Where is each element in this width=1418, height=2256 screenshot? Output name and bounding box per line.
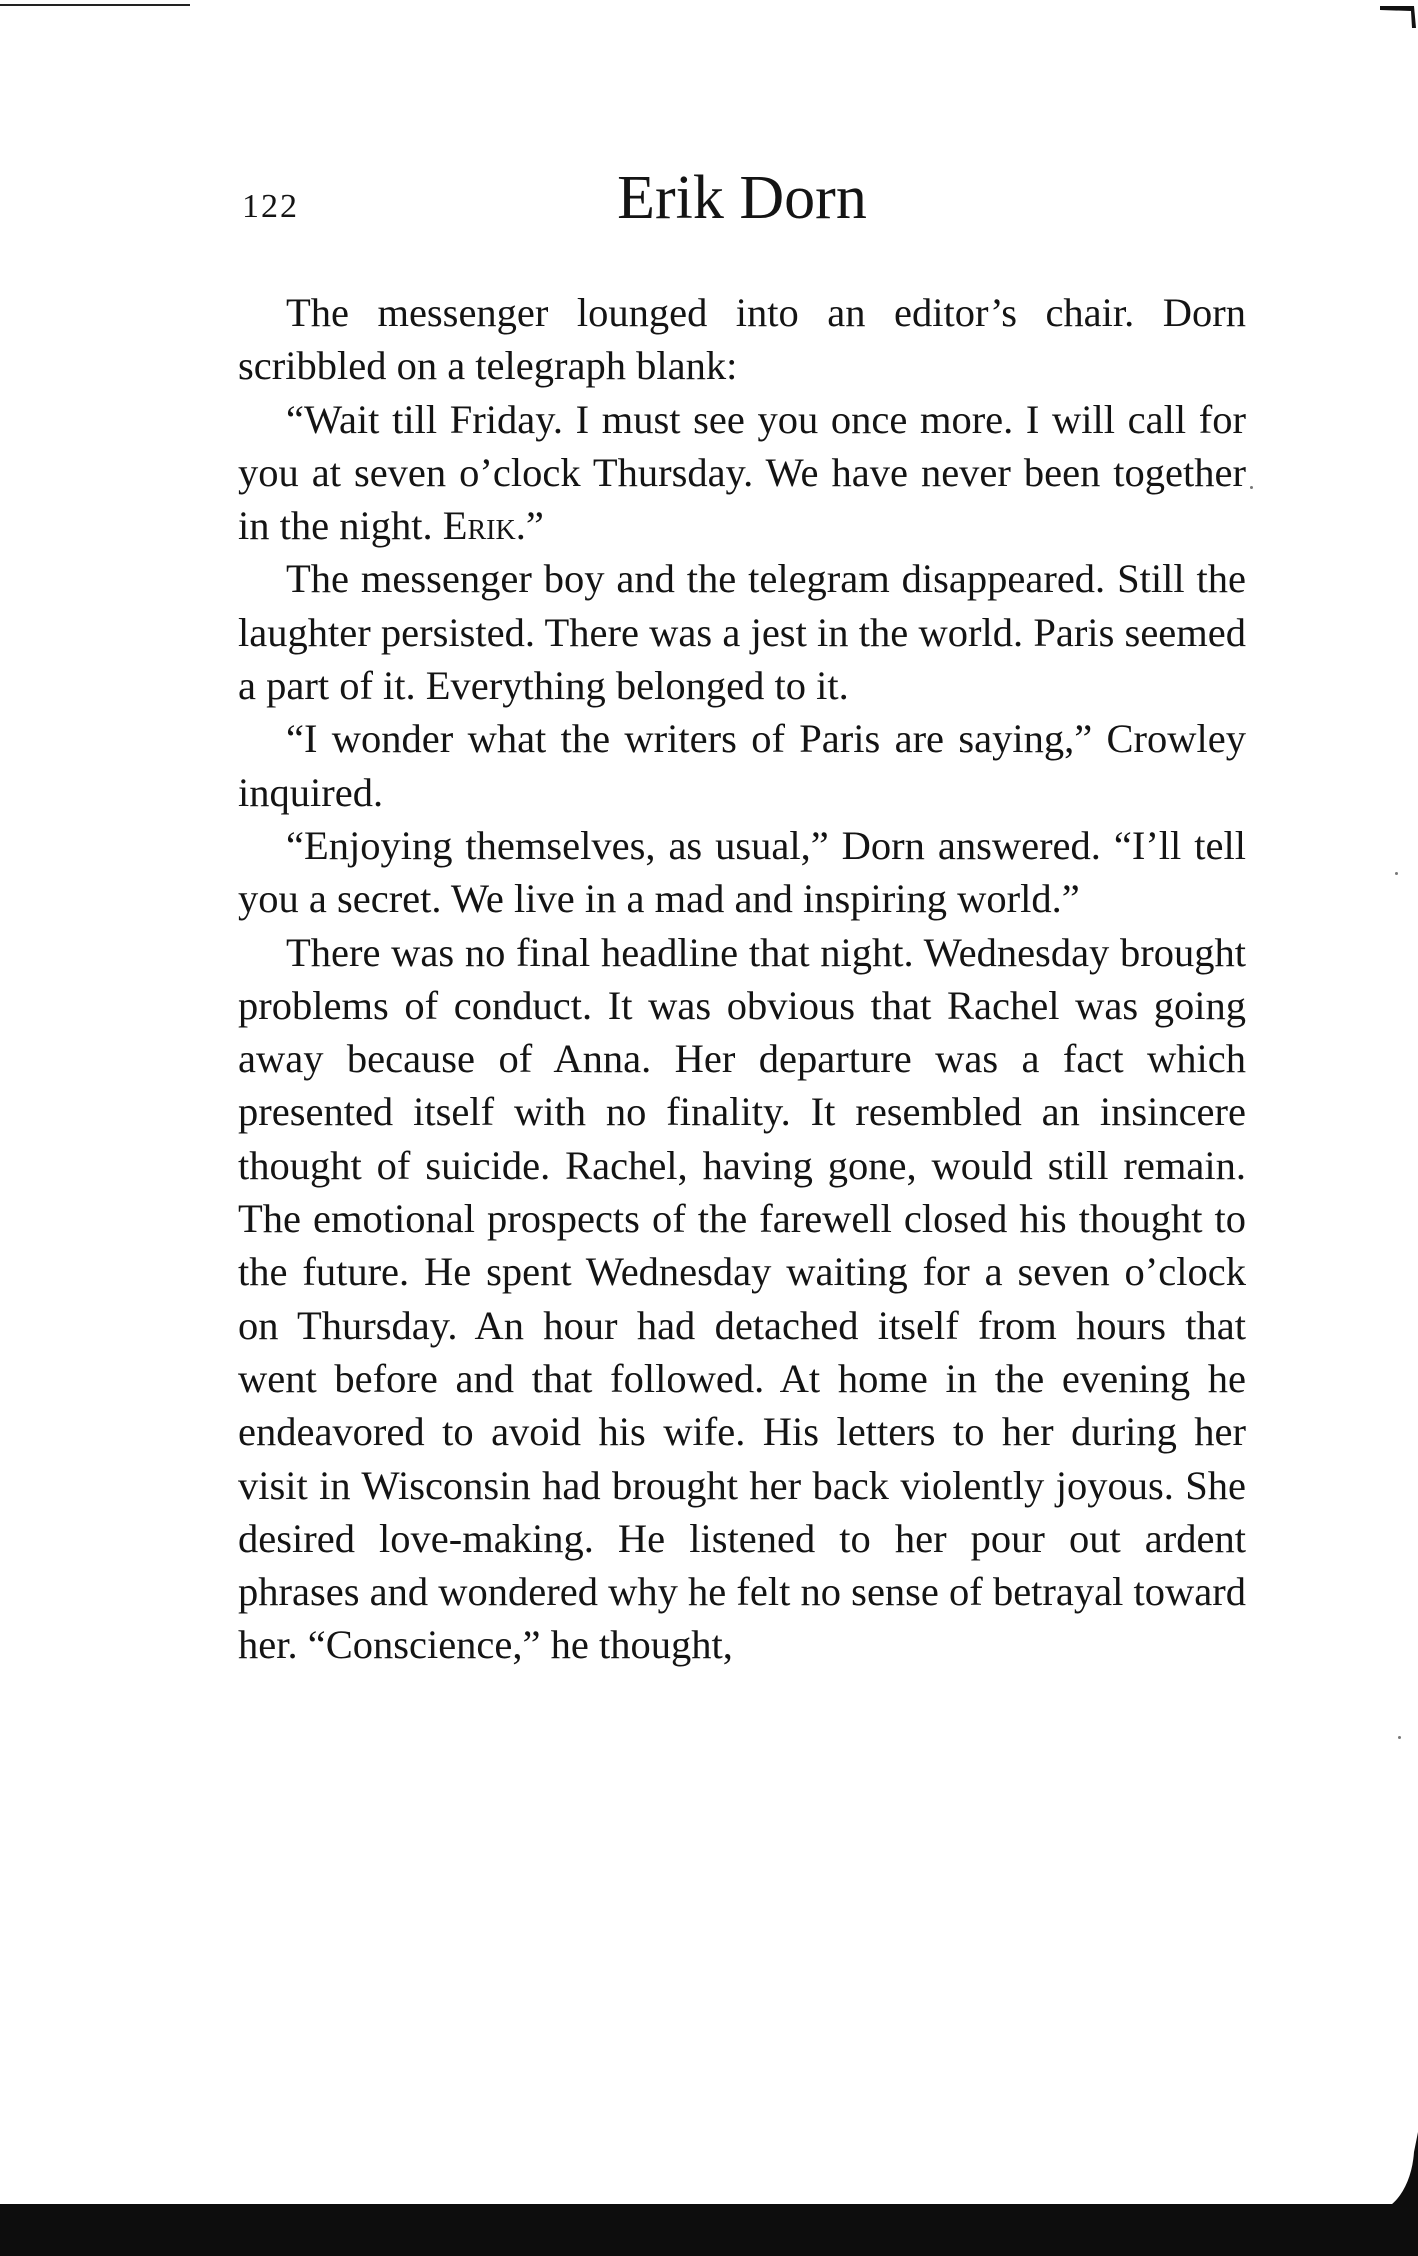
scan-speck bbox=[1398, 1736, 1401, 1739]
page-header bbox=[236, 158, 1246, 238]
top-edge-rule bbox=[0, 4, 190, 6]
paragraph: “I wonder what the writers of Paris are saying,” Crowley inquired. bbox=[238, 716, 1246, 815]
paragraph: The messenger lounged into an editor’s chair. Dorn scribbled on a telegraph blank: bbox=[238, 290, 1246, 389]
paragraph: There was no final headline that night. Wednesday brought problems of conduct. It was obvious that Rachel was going away because of Anna. Her departure was a fact which presented itself with no finality. It resembled an insincere thought of suicide. Rachel, having gone, would still remain. The emotional prospects of the farewell closed his thought to the future. He spent Wednesday waiting for a seven o’clock on Thursday. An hour had detached itself from hours that went before and that followed. At home in the evening he endeavored to avoid his wife. His letters to her during her visit in Wisconsin had brought her back violently joyous. She desired love-making. He listened to her pour out ardent phrases and wondered why he felt no sense of betrayal toward her. “Conscience,” he thought, bbox=[238, 929, 1246, 1668]
telegram-signature: Erik. bbox=[442, 503, 526, 549]
scan-speck bbox=[1395, 872, 1398, 875]
body-text bbox=[238, 286, 1246, 1672]
page-number: 122 bbox=[242, 188, 299, 225]
bottom-scan-band bbox=[0, 2204, 1418, 2256]
paragraph-telegram bbox=[238, 393, 1246, 553]
telegram-text: “Wait till Friday. I must see you once more. I will call for you at seven o’clock Thursday. We have never been together in the night. bbox=[238, 396, 1246, 549]
paragraph: “Enjoying themselves, as usual,” Dorn answered. “I’ll tell you a secret. We live in a mad and inspiring world.” bbox=[238, 822, 1246, 922]
corner-scan-mark bbox=[1380, 4, 1418, 30]
bottom-scan-curl bbox=[1378, 2132, 1418, 2212]
running-title: Erik Dorn bbox=[617, 164, 867, 232]
telegram-close-quote: ” bbox=[525, 503, 544, 549]
scan-speck bbox=[1250, 486, 1253, 489]
paragraph: The messenger boy and the telegram disappeared. Still the laughter persisted. There was a jest in the world. Paris seemed a part of it. Everything belonged to it. bbox=[238, 556, 1246, 709]
